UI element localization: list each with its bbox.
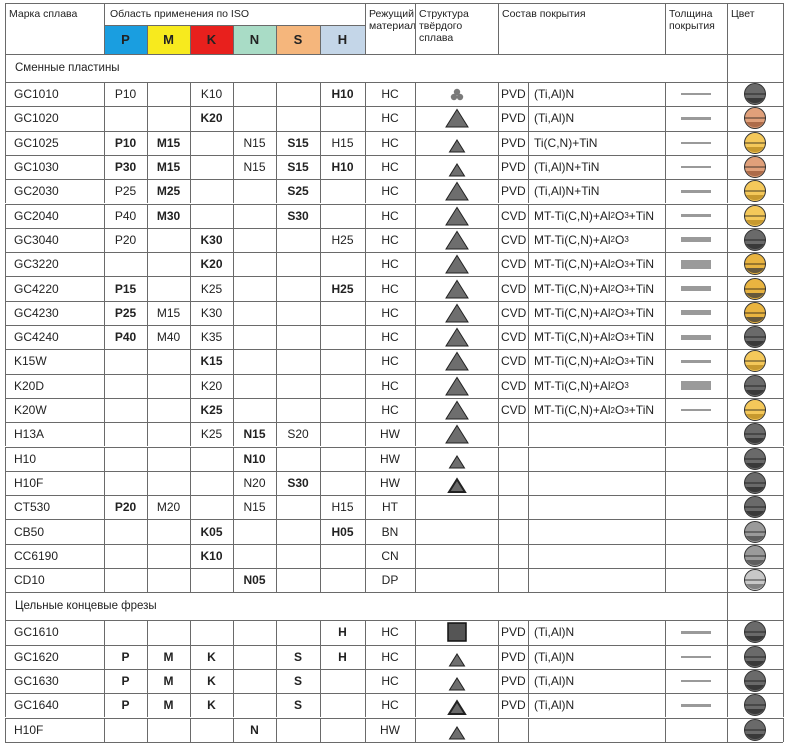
- structure-icon: [415, 645, 498, 669]
- header-cutting-material: Режущий материал: [369, 8, 417, 33]
- color-disc: [727, 398, 783, 422]
- coating-composition: [528, 398, 665, 422]
- iso-value: P10: [114, 135, 137, 150]
- composition-part: (Ti,Al)N: [534, 111, 575, 126]
- coating-composition: [528, 228, 665, 252]
- iso-value: P: [121, 649, 130, 664]
- coating-method: CVD: [501, 305, 527, 320]
- iso-group-s: S: [276, 25, 320, 54]
- composition-part: (Ti,Al)N: [534, 649, 575, 664]
- coating-thickness-bar: [681, 237, 711, 242]
- color-disc: [727, 620, 783, 644]
- structure-icon: [415, 179, 498, 203]
- iso-value: N15: [243, 500, 266, 515]
- grade-name: GC1620: [14, 649, 59, 664]
- grade-name: CC6190: [14, 548, 59, 563]
- color-disc: [727, 669, 783, 693]
- cutting-material: HT: [382, 500, 398, 515]
- coating-composition: [528, 349, 665, 373]
- composition-part: O: [615, 281, 625, 296]
- iso-value: S: [293, 649, 302, 664]
- iso-value: M: [163, 698, 174, 713]
- color-disc: [727, 718, 783, 742]
- subscript: 3: [624, 235, 629, 245]
- iso-value: H: [338, 625, 347, 640]
- composition-part: Ti(C,N)+TiN: [534, 135, 598, 150]
- iso-value: M: [163, 649, 174, 664]
- iso-value: K15: [200, 354, 223, 369]
- header-iso-area: Область применения по ISO: [110, 8, 250, 20]
- composition-part: MT-Ti(C,N)+Al: [534, 354, 611, 369]
- grade-name: H13A: [14, 427, 45, 442]
- grade-name: GC1030: [14, 160, 59, 175]
- composition-part: +TiN: [628, 257, 655, 272]
- grade-name: GC1630: [14, 674, 59, 689]
- cutting-material: HC: [381, 698, 399, 713]
- coating-method: PVD: [501, 135, 526, 150]
- grade-name: CT530: [14, 500, 51, 515]
- cutting-material: DP: [381, 573, 399, 588]
- grade-name: K20W: [14, 403, 47, 418]
- iso-value: M30: [156, 208, 181, 223]
- color-disc: [727, 495, 783, 519]
- iso-value: N10: [243, 451, 266, 466]
- iso-value: K25: [200, 281, 223, 296]
- subscript: 3: [624, 284, 629, 294]
- coating-thickness-bar: [681, 166, 711, 169]
- cutting-material: HC: [381, 257, 399, 272]
- color-disc: [727, 693, 783, 717]
- cutting-material: HW: [380, 722, 400, 737]
- coating-method: CVD: [501, 232, 527, 247]
- grade-name: K15W: [14, 354, 47, 369]
- cutting-material: HC: [381, 378, 399, 393]
- color-disc: [727, 204, 783, 228]
- grade-name: GC1020: [14, 111, 59, 126]
- iso-value: P: [121, 674, 130, 689]
- header-coating: Состав покрытия: [502, 8, 586, 20]
- composition-part: MT-Ti(C,N)+Al: [534, 281, 611, 296]
- structure-icon: [415, 276, 498, 300]
- cutting-material: HC: [381, 305, 399, 320]
- iso-value: K05: [200, 524, 223, 539]
- subscript: 2: [610, 259, 615, 269]
- structure-icon: [415, 447, 498, 471]
- structure-icon: [415, 204, 498, 228]
- cutting-material: HC: [381, 625, 399, 640]
- color-disc: [727, 106, 783, 130]
- iso-value: P15: [114, 281, 137, 296]
- cutting-material: HC: [381, 160, 399, 175]
- iso-value: P25: [114, 305, 137, 320]
- iso-value: P30: [114, 160, 137, 175]
- iso-value: N15: [243, 135, 266, 150]
- coating-method: CVD: [501, 208, 527, 223]
- coating-method: CVD: [501, 403, 527, 418]
- iso-value: S30: [287, 475, 309, 490]
- iso-value: S30: [287, 208, 309, 223]
- iso-value: N05: [243, 573, 266, 588]
- subscript: 3: [624, 381, 629, 391]
- composition-part: MT-Ti(C,N)+Al: [534, 330, 611, 345]
- iso-value: N: [250, 722, 259, 737]
- color-disc: [727, 645, 783, 669]
- composition-part: O: [615, 354, 625, 369]
- coating-composition: [528, 252, 665, 276]
- composition-part: +TiN: [628, 208, 655, 223]
- coating-composition: [528, 131, 665, 155]
- iso-value: M15: [156, 305, 181, 320]
- grade-name: GC3220: [14, 257, 59, 272]
- iso-value: K10: [200, 548, 223, 563]
- structure-icon: [415, 82, 498, 106]
- iso-value: H15: [331, 500, 354, 515]
- composition-part: O: [615, 330, 625, 345]
- header-structure: Структура твёрдого сплава: [419, 8, 469, 45]
- structure-icon: [415, 620, 498, 644]
- coating-method: CVD: [501, 378, 527, 393]
- header-color: Цвет: [731, 8, 755, 20]
- structure-icon: [415, 471, 498, 495]
- section-title: Сменные пластины: [15, 62, 120, 74]
- color-disc: [727, 568, 783, 592]
- cutting-material: BN: [381, 524, 399, 539]
- cutting-material: HW: [380, 475, 400, 490]
- iso-value: S25: [287, 184, 309, 199]
- iso-value: H: [338, 649, 347, 664]
- composition-part: MT-Ti(C,N)+Al: [534, 403, 611, 418]
- iso-value: K20: [200, 111, 223, 126]
- cutting-material: HC: [381, 649, 399, 664]
- iso-group-p: P: [104, 25, 147, 54]
- composition-part: (Ti,Al)N: [534, 674, 575, 689]
- subscript: 3: [624, 211, 629, 221]
- cutting-material: HC: [381, 330, 399, 345]
- coating-composition: [528, 276, 665, 300]
- header-grade: Марка сплава: [9, 8, 78, 20]
- subscript: 2: [610, 332, 615, 342]
- color-disc: [727, 276, 783, 300]
- coating-composition: [528, 301, 665, 325]
- subscript: 2: [610, 211, 615, 221]
- cutting-material: HC: [381, 208, 399, 223]
- grade-name: GC4240: [14, 330, 59, 345]
- coating-thickness-bar: [681, 680, 711, 683]
- structure-icon: [415, 228, 498, 252]
- iso-value: P: [121, 698, 130, 713]
- grade-name: H10F: [14, 475, 44, 490]
- iso-value: P25: [114, 184, 137, 199]
- coating-thickness-bar: [681, 360, 711, 363]
- coating-composition: [528, 620, 665, 644]
- grade-name: K20D: [14, 378, 45, 393]
- structure-icon: [415, 252, 498, 276]
- iso-value: M: [163, 674, 174, 689]
- coating-composition: [528, 325, 665, 349]
- composition-part: (Ti,Al)N+TiN: [534, 160, 600, 175]
- coating-thickness-bar: [681, 704, 711, 707]
- composition-part: O: [615, 305, 625, 320]
- iso-value: K25: [200, 403, 223, 418]
- structure-icon: [415, 301, 498, 325]
- iso-value: S15: [287, 160, 309, 175]
- composition-part: (Ti,Al)N+TiN: [534, 184, 600, 199]
- composition-part: MT-Ti(C,N)+Al: [534, 378, 611, 393]
- color-disc: [727, 447, 783, 471]
- cutting-material: HC: [381, 111, 399, 126]
- cutting-material: HC: [381, 354, 399, 369]
- cutting-material: HC: [381, 674, 399, 689]
- grade-name: GC1610: [14, 625, 59, 640]
- coating-thickness-bar: [681, 335, 711, 340]
- iso-value: S: [293, 698, 302, 713]
- grade-name: H10F: [14, 722, 44, 737]
- grade-name: CB50: [14, 524, 45, 539]
- coating-composition: [528, 155, 665, 179]
- structure-icon: [415, 374, 498, 398]
- structure-icon: [415, 693, 498, 717]
- iso-value: M25: [156, 184, 181, 199]
- coating-method: PVD: [501, 87, 526, 102]
- coating-method: CVD: [501, 281, 527, 296]
- grade-name: GC2040: [14, 208, 59, 223]
- cutting-material: HC: [381, 232, 399, 247]
- coating-thickness-bar: [681, 656, 711, 659]
- coating-method: CVD: [501, 257, 527, 272]
- structure-icon: [415, 155, 498, 179]
- cutting-material: HC: [381, 403, 399, 418]
- iso-value: H15: [331, 135, 354, 150]
- iso-value: K20: [200, 378, 223, 393]
- composition-part: +TiN: [628, 281, 655, 296]
- coating-composition: [528, 179, 665, 203]
- coating-thickness-bar: [681, 310, 711, 315]
- color-disc: [727, 82, 783, 106]
- iso-value: P10: [114, 87, 137, 102]
- cutting-material: HC: [381, 87, 399, 102]
- structure-icon: [415, 106, 498, 130]
- coating-method: PVD: [501, 625, 526, 640]
- header-thickness: Толщина покрытия: [669, 8, 715, 33]
- composition-part: O: [615, 208, 625, 223]
- color-disc: [727, 179, 783, 203]
- color-disc: [727, 471, 783, 495]
- composition-part: MT-Ti(C,N)+Al: [534, 208, 611, 223]
- coating-composition: [528, 82, 665, 106]
- iso-value: P40: [114, 208, 137, 223]
- iso-value: K20: [200, 257, 223, 272]
- iso-value: S15: [287, 135, 309, 150]
- coating-method: PVD: [501, 674, 526, 689]
- color-disc: [727, 301, 783, 325]
- iso-value: K10: [200, 87, 223, 102]
- coating-method: CVD: [501, 330, 527, 345]
- coating-thickness-bar: [681, 631, 711, 634]
- subscript: 3: [624, 332, 629, 342]
- composition-part: O: [615, 378, 625, 393]
- iso-value: H25: [331, 232, 354, 247]
- composition-part: +TiN: [628, 354, 655, 369]
- subscript: 2: [610, 235, 615, 245]
- composition-part: O: [615, 232, 625, 247]
- coating-thickness-bar: [681, 286, 711, 291]
- subscript: 3: [624, 259, 629, 269]
- coating-method: PVD: [501, 698, 526, 713]
- color-disc: [727, 131, 783, 155]
- iso-value: K: [207, 649, 216, 664]
- composition-part: +TiN: [628, 305, 655, 320]
- subscript: 2: [610, 356, 615, 366]
- color-disc: [727, 155, 783, 179]
- iso-value: M40: [156, 330, 181, 345]
- structure-icon: [415, 398, 498, 422]
- coating-composition: [528, 645, 665, 669]
- section-title: Цельные концевые фрезы: [15, 600, 157, 613]
- color-disc: [727, 228, 783, 252]
- structure-icon: [415, 325, 498, 349]
- structure-icon: [415, 669, 498, 693]
- grade-name: CD10: [14, 573, 45, 588]
- iso-value: K35: [200, 330, 223, 345]
- cutting-material: CN: [381, 548, 399, 563]
- subscript: 2: [610, 284, 615, 294]
- coating-thickness-bar: [681, 93, 711, 96]
- grade-name: H10: [14, 451, 37, 466]
- composition-part: MT-Ti(C,N)+Al: [534, 257, 611, 272]
- iso-value: K: [207, 698, 216, 713]
- subscript: 2: [610, 381, 615, 391]
- color-disc: [727, 519, 783, 543]
- subscript: 2: [610, 405, 615, 415]
- coating-composition: [528, 374, 665, 398]
- coating-thickness-bar: [681, 409, 711, 412]
- grade-name: GC4220: [14, 281, 59, 296]
- iso-value: K25: [200, 427, 223, 442]
- composition-part: O: [615, 257, 625, 272]
- iso-value: N15: [243, 160, 266, 175]
- coating-composition: [528, 669, 665, 693]
- coating-method: PVD: [501, 160, 526, 175]
- cutting-material: HW: [380, 451, 400, 466]
- composition-part: +TiN: [628, 330, 655, 345]
- coating-method: PVD: [501, 184, 526, 199]
- color-disc: [727, 325, 783, 349]
- color-disc: [727, 544, 783, 568]
- iso-group-k: K: [190, 25, 233, 54]
- iso-value: K30: [200, 232, 223, 247]
- iso-value: P40: [114, 330, 137, 345]
- composition-part: (Ti,Al)N: [534, 625, 575, 640]
- iso-value: P20: [114, 232, 137, 247]
- structure-icon: [415, 349, 498, 373]
- iso-value: H10: [331, 160, 354, 175]
- composition-part: MT-Ti(C,N)+Al: [534, 305, 611, 320]
- subscript: 3: [624, 405, 629, 415]
- coating-method: CVD: [501, 354, 527, 369]
- iso-value: H10: [331, 87, 354, 102]
- structure-icon: [415, 131, 498, 155]
- coating-composition: [528, 693, 665, 717]
- grade-name: GC1025: [14, 135, 59, 150]
- iso-value: N15: [243, 427, 266, 442]
- iso-value: N20: [243, 475, 266, 490]
- grade-name: GC1010: [14, 87, 59, 102]
- coating-composition: [528, 106, 665, 130]
- composition-part: +TiN: [628, 403, 655, 418]
- iso-value: P20: [114, 500, 137, 515]
- cutting-material: HW: [380, 427, 400, 442]
- cutting-material: HC: [381, 281, 399, 296]
- grade-name: GC3040: [14, 232, 59, 247]
- coating-thickness-bar: [681, 117, 711, 120]
- iso-value: H25: [331, 281, 354, 296]
- iso-group-n: N: [233, 25, 276, 54]
- iso-value: M15: [156, 135, 181, 150]
- coating-thickness-bar: [681, 214, 711, 217]
- grades-table: [5, 3, 783, 735]
- iso-value: S20: [287, 427, 309, 442]
- iso-group-m: M: [147, 25, 190, 54]
- coating-thickness-bar: [681, 381, 711, 390]
- color-disc: [727, 374, 783, 398]
- iso-value: M15: [156, 160, 181, 175]
- structure-icon: [415, 718, 498, 742]
- grade-name: GC2030: [14, 184, 59, 199]
- iso-value: K30: [200, 305, 223, 320]
- iso-value: H05: [331, 524, 354, 539]
- iso-value: M20: [156, 500, 181, 515]
- grade-name: GC1640: [14, 698, 59, 713]
- grade-name: GC4230: [14, 305, 59, 320]
- composition-part: O: [615, 403, 625, 418]
- color-disc: [727, 252, 783, 276]
- iso-value: K: [207, 674, 216, 689]
- coating-thickness-bar: [681, 190, 711, 193]
- subscript: 3: [624, 356, 629, 366]
- coating-thickness-bar: [681, 260, 711, 269]
- iso-value: S: [293, 674, 302, 689]
- subscript: 3: [624, 308, 629, 318]
- cutting-material: HC: [381, 184, 399, 199]
- coating-method: PVD: [501, 649, 526, 664]
- coating-method: PVD: [501, 111, 526, 126]
- iso-group-h: H: [320, 25, 365, 54]
- cutting-material: HC: [381, 135, 399, 150]
- coating-thickness-bar: [681, 142, 711, 145]
- composition-part: MT-Ti(C,N)+Al: [534, 232, 611, 247]
- coating-composition: [528, 204, 665, 228]
- subscript: 2: [610, 308, 615, 318]
- composition-part: (Ti,Al)N: [534, 698, 575, 713]
- structure-icon: [415, 422, 498, 446]
- composition-part: (Ti,Al)N: [534, 87, 575, 102]
- color-disc: [727, 349, 783, 373]
- color-disc: [727, 422, 783, 446]
